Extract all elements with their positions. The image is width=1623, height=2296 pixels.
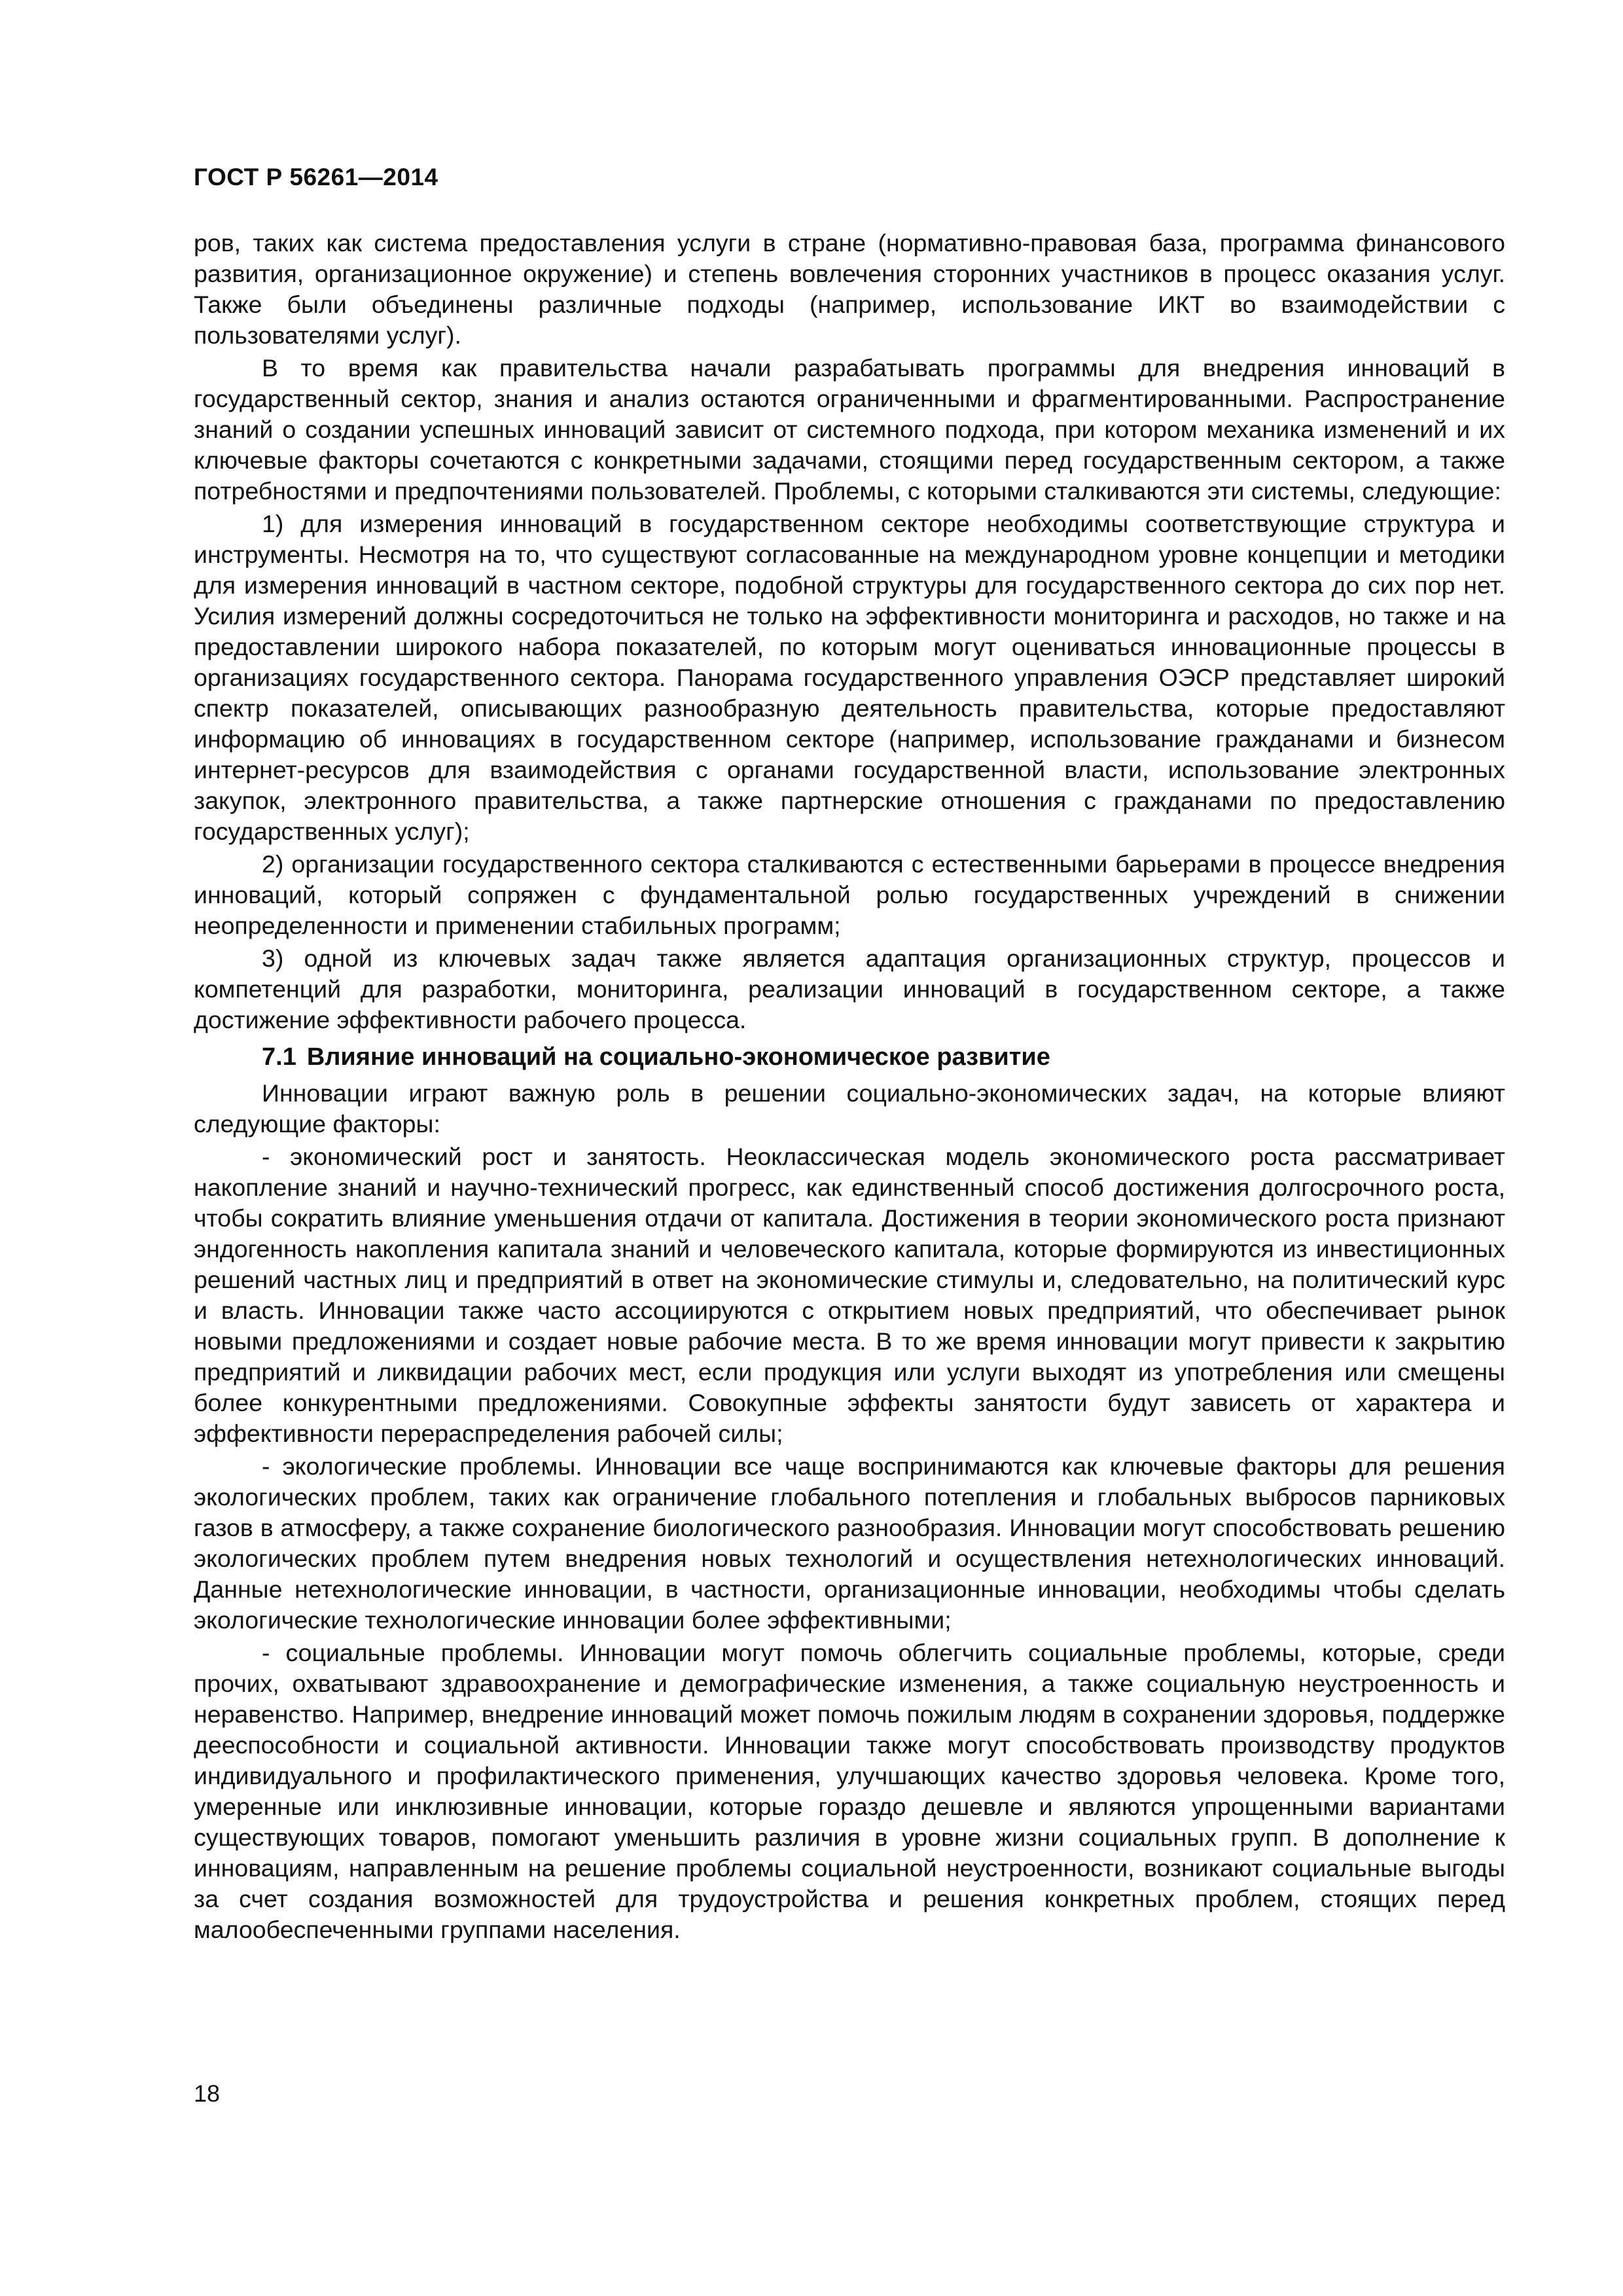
list-item-barriers: 2) организации государственного сектора сталкиваются с естественными барьерами в процессе внедрения инноваций, который сопряжен с фундаментальной ролью государственных учреждений в снижении неопределенности и применении стабильных программ;: [194, 850, 1505, 939]
section-heading: [194, 1042, 1505, 1073]
list-item-adaptation: 3) одной из ключевых задач также является адаптация организационных структур, процессов и компетенций для разработки, мониторинга, реализации инноваций в государственном секторе, а также достижение эффективности рабочего процесса.: [194, 944, 1505, 1033]
paragraph-continuation: ров, таких как система предоставления услуги в стране (нормативно-правовая база, программа финансового развития, организационное окружение) и степень вовлечения сторонних участников в процесс оказания услуг. Также были объединены различные подходы (например, использование ИКТ во взаимодействии с пользователями услуг).: [194, 229, 1505, 349]
document-code-header: ГОСТ Р 56261—2014: [194, 164, 438, 190]
list-item-measurement: 1) для измерения инноваций в государственном секторе необходимы соответствующие структура и инструменты. Несмотря на то, что существуют согласованные на международном уровне концепции и методики для измерения инноваций в частном секторе, подобной структуры для государственного сектора до сих пор нет. Усилия измерений должны сосредоточиться не только на эффективности мониторинга и расходов, но также и на предоставлении широкого набора показателей, по которым могут оцениваться инновационные процессы в организациях государственного сектора. Панорама государственного управления ОЭСР представляет широкий спектр показателей, описывающих разнообразную деятельность правительства, которые предоставляют информацию об инновациях в государственном секторе (например, использование гражданами и бизнесом интернет-ресурсов для взаимодействия с органами государственной власти, использование электронных закупок, электронного правительства, а также партнерские отношения с гражданами по предоставлению государственных услуг);: [194, 510, 1505, 845]
paragraph-innovation-programs: В то время как правительства начали разрабатывать программы для внедрения инноваций в государственный сектор, знания и анализ остаются ограниченными и фрагментированными. Распространение знаний о создании успешных инноваций зависит от системного подхода, при котором механика изменений и их ключевые факторы сочетаются с конкретными задачами, стоящими перед государственным сектором, а также потребностями и предпочтениями пользователей. Проблемы, с которыми сталкиваются эти системы, следующие:: [194, 354, 1505, 505]
list-item-social: - социальные проблемы. Инновации могут помочь облегчить социальные проблемы, которые, среди прочих, охватывают здравоохранение и демографические изменения, а также социальную неустроенность и неравенство. Например, внедрение инноваций может помочь пожилым людям в сохранении здоровья, поддержке дееспособности и социальной активности. Инновации также могут способствовать производству продуктов индивидуального и профилактического применения, улучшающих качество здоровья человека. Кроме того, умеренные или инклюзивные инновации, которые гораздо дешевле и являются упрощенными вариантами существующих товаров, помогают уменьшить различия в уровне жизни социальных групп. В дополнение к инновациям, направленным на решение проблемы социальной неустроенности, возникают социальные выгоды за счет создания возможностей для трудоустройства и решения конкретных проблем, стоящих перед малообеспеченными группами населения.: [194, 1639, 1505, 1943]
list-item-ecological: - экологические проблемы. Инновации все чаще воспринимаются как ключевые факторы для решения экологических проблем, таких как ограничение глобального потепления и глобальных выбросов парниковых газов в атмосферу, а также сохранение биологического разнообразия. Инновации могут способствовать решению экологических проблем путем внедрения новых технологий и осуществления нетехнологических инноваций. Данные нетехнологические инновации, в частности, организационные инновации, необходимы чтобы сделать экологические технологические инновации более эффективными;: [194, 1452, 1505, 1634]
section-title: Влияние инноваций на социально-экономическое развитие: [306, 1043, 1050, 1071]
paragraph-factors-intro: Инновации играют важную роль в решении социально-экономических задач, на которые влияют следующие факторы:: [194, 1079, 1505, 1138]
list-item-economic-growth: - экономический рост и занятость. Неоклассическая модель экономического роста рассматривает накопление знаний и научно-технический прогресс, как единственный способ достижения долгосрочного роста, чтобы сократить влияние уменьшения отдачи от капитала. Достижения в теории экономического роста признают эндогенность накопления капитала знаний и человеческого капитала, которые формируются из инвестиционных решений частных лиц и предприятий в ответ на экономические стимулы и, следовательно, на политический курс и власть. Инновации также часто ассоциируются с открытием новых предприятий, что обеспечивает рынок новыми предложениями и создает новые рабочие места. В то же время инновации могут привести к закрытию предприятий и ликвидации рабочих мест, если продукция или услуги выходят из употребления или смещены более конкурентными предложениями. Совокупные эффекты занятости будут зависеть от характера и эффективности перераспределения рабочей силы;: [194, 1143, 1505, 1447]
body-text: [194, 228, 1505, 1947]
page-number: 18: [194, 2080, 221, 2107]
section-number: 7.1: [262, 1043, 296, 1071]
